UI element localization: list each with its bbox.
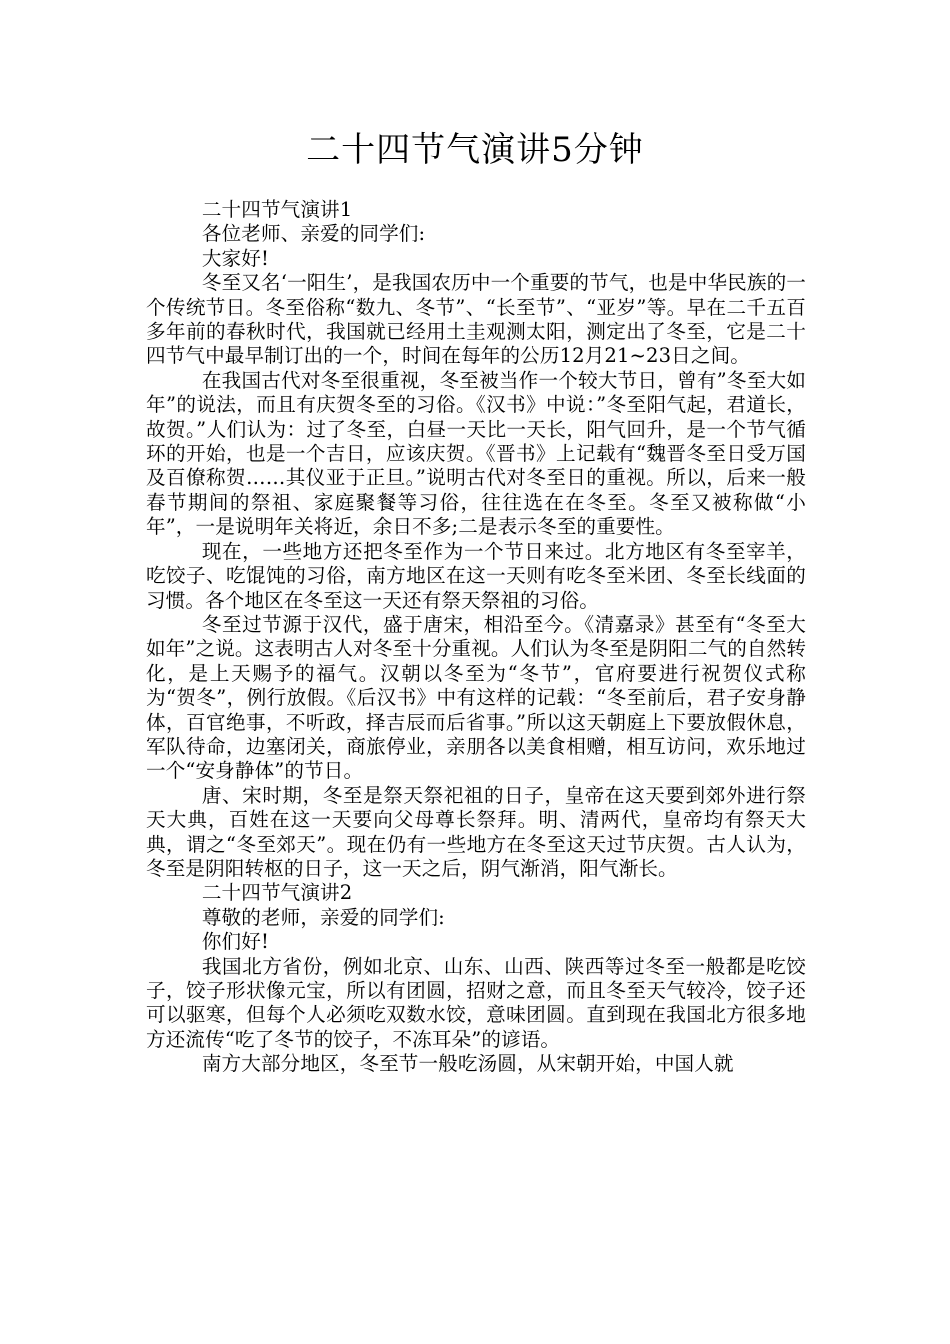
salutation-2: 尊敬的老师，亲爱的同学们:: [201, 905, 445, 929]
document-body: [146, 198, 806, 1077]
greeting-1: 大家好!: [201, 246, 269, 270]
speech-heading-2: 二十四节气演讲2: [201, 881, 353, 905]
body-paragraph: 南方大部分地区，冬至节一般吃汤圆，从宋朝开始，中国人就: [201, 1052, 734, 1076]
salutation-1: 各位老师、亲爱的同学们:: [201, 222, 426, 246]
body-paragraph: 冬至又名‘一阳生’，是我国农历中一个重要的节气，也是中华民族的一个传统节日。冬至俗称“数九、冬节”、“长至节”、“亚岁”等。早在二千五百多年前的春秋时代，我国就已经用土圭观测太阳，测定出了冬至，它是二十四节气中最早制订出的一个，时间在每年的公历12月21~23日之间。: [146, 271, 806, 368]
speech-heading-1: 二十四节气演讲1: [201, 198, 353, 221]
body-paragraph: 唐、宋时期，冬至是祭天祭祀祖的日子，皇帝在这天要到郊外进行祭天大典，百姓在这一天要向父母尊长祭拜。明、清两代，皇帝均有祭天大典，谓之“冬至郊天”。现在仍有一些地方在冬至这天过节庆贺。古人认为，冬至是阴阳转枢的日子，这一天之后，阴气渐消，阳气渐长。: [146, 783, 806, 880]
greeting-2: 你们好!: [201, 930, 269, 954]
body-paragraph: 现在，一些地方还把冬至作为一个节日来过。北方地区有冬至宰羊，吃饺子、吃馄饨的习俗，南方地区在这一天则有吃冬至米团、冬至长线面的习惯。各个地区在冬至这一天还有祭天祭祖的习俗。: [146, 539, 806, 612]
body-paragraph: 我国北方省份，例如北京、山东、山西、陕西等过冬至一般都是吃饺子，饺子形状像元宝，所以有团圆，招财之意，而且冬至天气较冷，饺子还可以驱寒，但每个人必须吃双数水饺，意味团圆。直到现在我国北方很多地方还流传“吃了冬节的饺子，不冻耳朵”的谚语。: [146, 954, 806, 1051]
document-title: 二十四节气演讲5分钟: [306, 130, 644, 170]
body-paragraph: 冬至过节源于汉代，盛于唐宋，相沿至今。《清嘉录》甚至有“冬至大如年”之说。这表明古人对冬至十分重视。人们认为冬至是阴阳二气的自然转化，是上天赐予的福气。汉朝以冬至为“冬节”，官府要进行祝贺仪式称为“贺冬”，例行放假。《后汉书》中有这样的记载：“冬至前后，君子安身静体，百官绝事，不听政，择吉辰而后省事。”所以这天朝庭上下要放假休息，军队待命，边塞闭关，商旅停业，亲朋各以美食相赠，相互访问，欢乐地过一个“安身静体”的节日。: [146, 612, 807, 783]
body-paragraph: 在我国古代对冬至很重视，冬至被当作一个较大节日，曾有”冬至大如年”的说法，而且有庆贺冬至的习俗。《汉书》中说：”冬至阳气起，君道长，故贺。”人们认为：过了冬至，白昼一天比一天长，阳气回升，是一个节气循环的开始，也是一个吉日，应该庆贺。《晋书》上记载有“魏晋冬至日受万国及百僚称贺……其仪亚于正旦。”说明古代对冬至日的重视。所以，后来一般春节期间的祭祖、家庭聚餐等习俗，往往选在在冬至。冬至又被称做“小年”，一是说明年关将近，余日不多;二是表示冬至的重要性。: [146, 368, 806, 539]
